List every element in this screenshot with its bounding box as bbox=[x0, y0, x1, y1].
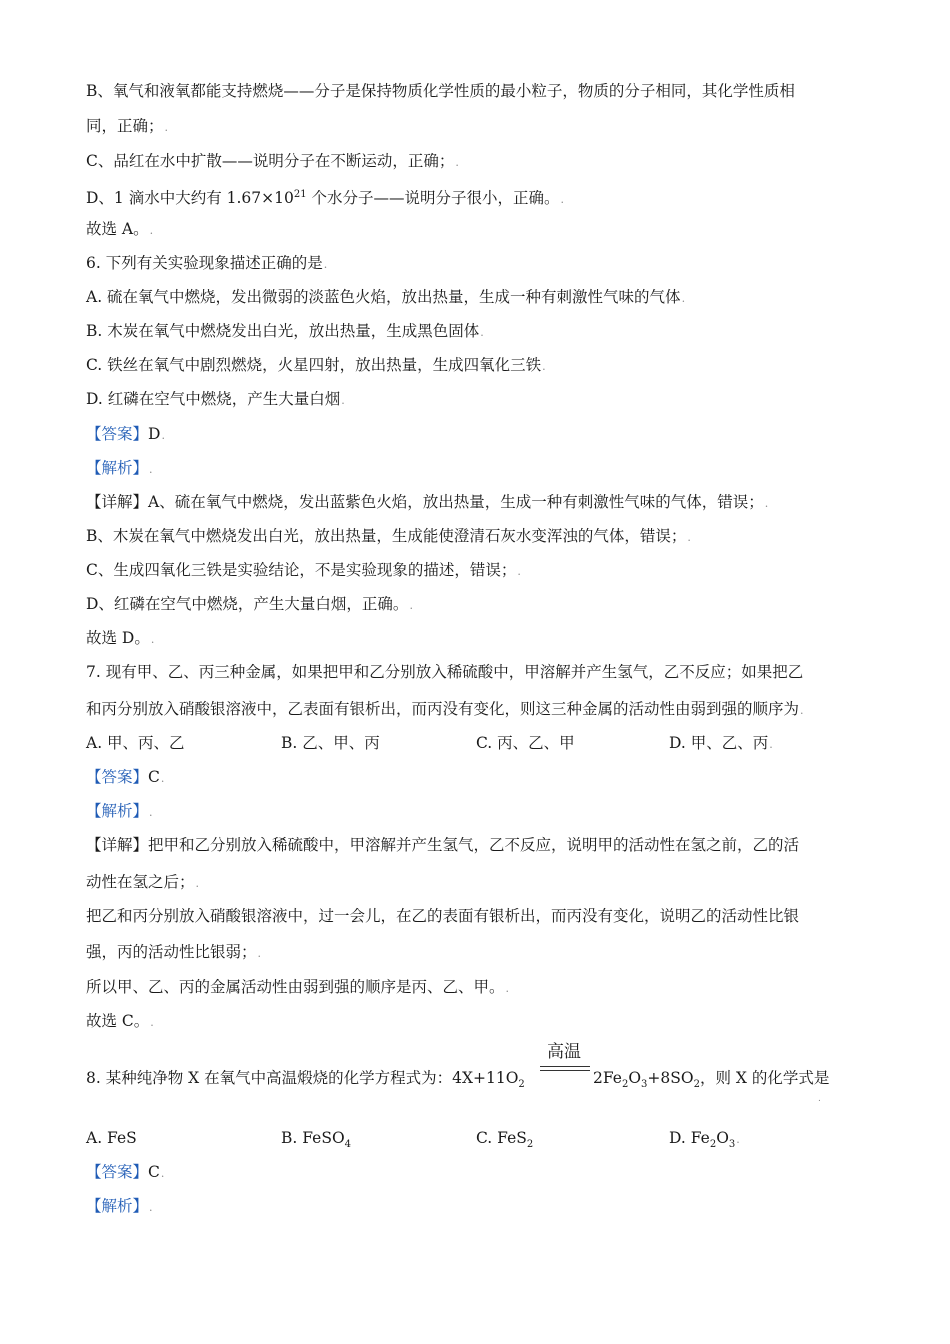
option-8c: C. FeS$_2$ bbox=[476, 1129, 534, 1151]
document-page: B、氧气和液氧都能支持燃烧——分子是保持物质化学性质的最小粒子，物质的分子相同，其化学性质相 同，正确；. C、品红在水中扩散——说明分子在不断运动，正确；. D、1 滴水中大约有 $1.67\times 10^{21}$ 个水分子——说明分子很小，正确。. 故选 A。. 6. 下列有关实验现象描述正确的是. A. 硫在氧气中燃烧，发出微弱的淡蓝色火焰，放出热量，生成一种有刺激性气味的气体. B. 木炭在氧气中燃烧发出白光，放出热量，生成黑色固体. C. 铁丝在氧气中剧烈燃烧，火星四射，放出热量，生成四氧化三铁. D. 红磷在空气中燃烧，产生大量白烟. 【答案】D. 【解析】. 【详解】A、硫在氧气中燃烧，发出蓝紫色火焰，放出热量，生成一种有刺激性气味的气体，错误；. B、木炭在氧气中燃烧发出白光，放出热量，生成能使澄清石灰水变浑浊的气体，错误；. C、生成四氧化三铁是实验结论，不是实验现象的描述，错误；. D、红磷在空气中燃烧，产生大量白烟，正确。. 故选 D。. 7. 现有甲、乙、丙三种金属，如果把甲和乙分别放入稀硫酸中，甲溶解并产生氢气，乙不反应；如果把乙 和丙分别放入硝酸银溶液中，乙表面有银析出，而丙没有变化，则这三种金属的活动性由弱到强的顺序为. A. 甲、丙、乙 B. 乙、甲、丙 C. 丙、乙、甲 D. 甲、乙、丙. 【答案】C. 【解析】. 【详解】把甲和乙分别放入稀硫酸中，甲溶解并产生氢气，乙不反应，说明甲的活动性在氢之前，乙的活 动性在氢之后；. 把乙和丙分别放入硝酸银溶液中，过一会儿，在乙的表面有银析出，而丙没有变化，说明乙的活动性比银 强，丙的活动性比银弱；. 所以甲、乙、丙的金属活动性由弱到强的顺序是丙、乙、甲。. 故选 C。. 高温 8. 某种纯净物 X 在氧气中高温煅烧的化学方程式为：$4X+11O_2$ $2Fe_2O_3+8SO_2$，则 X 的化学式是 . A. FeS B. FeSO$_4$ C. FeS$_2$ D. $Fe_2O_3$. 【答案】C. 【解析】. bbox=[0, 0, 950, 1344]
text-line: 所以甲、乙、丙的金属活动性由弱到强的顺序是丙、乙、甲。. bbox=[86, 978, 510, 996]
question-6: 6. 下列有关实验现象描述正确的是. bbox=[86, 254, 328, 272]
text-line: 故选 A。. bbox=[86, 220, 154, 238]
text-line: 强，丙的活动性比银弱；. bbox=[86, 943, 262, 961]
text-line: D、1 滴水中大约有 $1.67\times 10^{21}$ 个水分子——说明分子很小，正确。. bbox=[86, 189, 565, 208]
answer-7: 【答案】C. bbox=[86, 768, 165, 786]
text-line: 同，正确；. bbox=[86, 117, 169, 135]
text-line: D、红磷在空气中燃烧，产生大量白烟，正确。. bbox=[86, 595, 413, 613]
explanation-6: 【详解】A、硫在氧气中燃烧，发出蓝紫色火焰，放出热量，生成一种有刺激性气味的气体，错误；. bbox=[86, 493, 769, 511]
analysis-6: 【解析】. bbox=[86, 459, 153, 477]
text-line: B、氧气和液氧都能支持燃烧——分子是保持物质化学性质的最小粒子，物质的分子相同，其化学性质相 bbox=[86, 82, 795, 100]
option-8b: B. FeSO$_4$ bbox=[281, 1129, 352, 1151]
option-7a: A. 甲、丙、乙 bbox=[86, 734, 185, 752]
option-6a: A. 硫在氧气中燃烧，发出微弱的淡蓝色火焰，放出热量，生成一种有刺激性气味的气体. bbox=[86, 288, 686, 306]
text-line: 把乙和丙分别放入硝酸银溶液中，过一会儿，在乙的表面有银析出，而丙没有变化，说明乙的活动性比银 bbox=[86, 907, 800, 925]
text-line: 故选 C。. bbox=[86, 1012, 154, 1030]
question-7: 7. 现有甲、乙、丙三种金属，如果把甲和乙分别放入稀硫酸中，甲溶解并产生氢气，乙不反应；如果把乙 bbox=[86, 663, 804, 681]
text-line: 动性在氢之后；. bbox=[86, 873, 200, 891]
option-7b: B. 乙、甲、丙 bbox=[281, 734, 380, 752]
answer-8: 【答案】C. bbox=[86, 1163, 165, 1181]
option-8d: D. $Fe_2O_3$. bbox=[669, 1129, 740, 1151]
option-6d: D. 红磷在空气中燃烧，产生大量白烟. bbox=[86, 390, 345, 408]
option-6c: C. 铁丝在氧气中剧烈燃烧，火星四射，放出热量，生成四氧化三铁. bbox=[86, 356, 546, 374]
question-8: 8. 某种纯净物 X 在氧气中高温煅烧的化学方程式为：$4X+11O_2$ bbox=[86, 1069, 525, 1091]
equation-bar bbox=[540, 1066, 590, 1067]
question-7-cont: 和丙分别放入硝酸银溶液中，乙表面有银析出，而丙没有变化，则这三种金属的活动性由弱到强的顺序为. bbox=[86, 700, 804, 718]
reaction-condition: 高温 bbox=[547, 1042, 581, 1062]
question-8-products: $2Fe_2O_3+8SO_2$，则 X 的化学式是 bbox=[593, 1069, 830, 1091]
text-line: C、品红在水中扩散——说明分子在不断运动，正确；. bbox=[86, 152, 459, 170]
analysis-7: 【解析】. bbox=[86, 802, 153, 820]
option-8a: A. FeS bbox=[86, 1129, 137, 1147]
text-line: 故选 D。. bbox=[86, 629, 155, 647]
option-7c: C. 丙、乙、甲 bbox=[476, 734, 575, 752]
text-line: C、生成四氧化三铁是实验结论，不是实验现象的描述，错误；. bbox=[86, 561, 521, 579]
equation-bar bbox=[540, 1070, 590, 1071]
text-line: B、木炭在氧气中燃烧发出白光，放出热量，生成能使澄清石灰水变浑浊的气体，错误；. bbox=[86, 527, 691, 545]
analysis-8: 【解析】. bbox=[86, 1197, 153, 1215]
option-7d: D. 甲、乙、丙. bbox=[669, 734, 773, 752]
option-6b: B. 木炭在氧气中燃烧发出白光，放出热量，生成黑色固体. bbox=[86, 322, 484, 340]
explanation-7: 【详解】把甲和乙分别放入稀硫酸中，甲溶解并产生氢气，乙不反应，说明甲的活动性在氢之前，乙的活 bbox=[86, 836, 800, 854]
answer-6: 【答案】D. bbox=[86, 425, 165, 443]
